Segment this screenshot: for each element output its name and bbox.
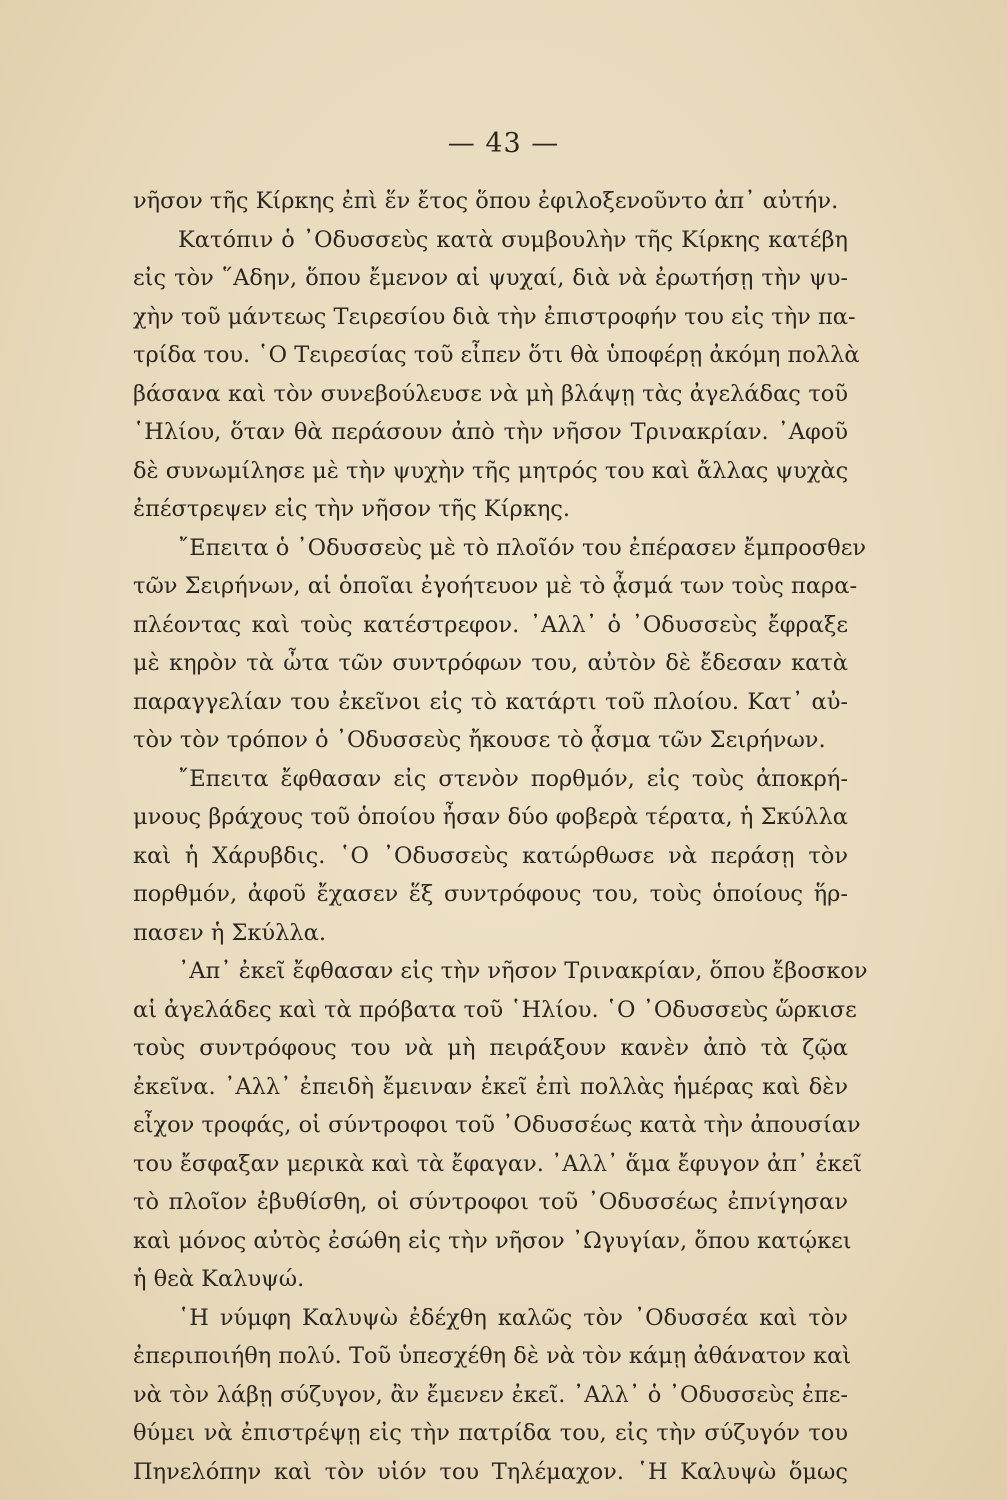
text-line: εἶχον τροφάς, οἱ σύντροφοι τοῦ ᾿Οδυσσέως κατὰ τὴν ἀπουσίαν: [133, 1112, 861, 1138]
text-line: τῶν Σειρήνων, αἱ ὁποῖαι ἐγοήτευον μὲ τὸ ᾆσμά των τοὺς παρα-: [133, 573, 858, 599]
text-line: πορθμόν, ἀφοῦ ἔχασεν ἕξ συντρόφους του, τοὺς ὁποίους ἥρ-: [133, 881, 848, 907]
text-line: χὴν τοῦ μάντεως Τειρεσίου διὰ τὴν ἐπιστροφήν του εἰς τὴν πα-: [133, 303, 856, 330]
text-line: ῾Ηλίου, ὅταν θὰ περάσουν ἀπὸ τὴν νῆσον Τρινακρίαν. ᾿Αφοῦ: [133, 419, 848, 445]
text-line: βάσανα καὶ τὸν συνεβούλευσε νὰ μὴ βλάψῃ τὰς ἀγελάδας τοῦ: [133, 380, 848, 407]
text-line: καὶ ἡ Χάρυβδις. ῾Ο ᾿Οδυσσεὺς κατώρθωσε νὰ περάσῃ τὸν: [133, 842, 848, 869]
text-line: μνους βράχους τοῦ ὁποίου ἦσαν δύο φοβερὰ τέρατα, ἡ Σκύλλα: [133, 804, 848, 830]
page-number: — 43 —: [447, 128, 560, 159]
text-line: αἱ ἀγελάδες καὶ τὰ πρόβατα τοῦ ῾Ηλίου. ῾Ο ᾿Οδυσσεὺς ὥρκισε: [133, 996, 857, 1023]
text-line: τὸ πλοῖον ἐβυθίσθη, οἱ σύντροφοι τοῦ ᾿Οδυσσέως ἐπνίγησαν: [133, 1189, 848, 1215]
text-line: ᾿Απ᾽ ἐκεῖ ἔφθασαν εἰς τὴν νῆσον Τρινακρίαν, ὅπου ἔβοσκον: [178, 958, 868, 984]
text-line: καὶ μόνος αὐτὸς ἐσώθη εἰς τὴν νῆσον ᾿Ωγυγίαν, ὅπου κατῴκει: [133, 1227, 852, 1254]
text-line: ῎Επειτα ἔφθασαν εἰς στενὸν πορθμόν, εἰς τοὺς ἀποκρή-: [178, 765, 848, 792]
text-line: ἐπέστρεψεν εἰς τὴν νῆσον τῆς Κίρκης.: [133, 496, 571, 522]
text-line: ῎Επειτα ὁ ᾿Οδυσσεὺς μὲ τὸ πλοῖόν του ἐπέρασεν ἔμπροσθεν: [178, 534, 867, 561]
text-line: Κατόπιν ὁ ᾿Οδυσσεὺς κατὰ συμβουλὴν τῆς Κίρκης κατέβη: [178, 226, 848, 253]
text-line: παραγγελίαν του ἐκεῖνοι εἰς τὸ κατάρτι τοῦ πλοίου. Κατ᾽ αὐ-: [133, 688, 848, 715]
text-line: του ἔσφαξαν μερικὰ καὶ τὰ ἔφαγαν. ᾿Αλλ᾽ ἅμα ἔφυγον ἀπ᾽ ἐκεῖ: [133, 1150, 862, 1177]
text-line: ἐπεριποιήθη πολύ. Τοῦ ὑπεσχέθη δὲ νὰ τὸν κάμῃ ἀθάνατον καὶ: [133, 1343, 852, 1369]
text-line: τὸν τὸν τρόπον ὁ ᾿Οδυσσεὺς ἤκουσε τὸ ᾆσμα τῶν Σειρήνων.: [133, 727, 826, 753]
text-line: πασεν ἡ Σκύλλα.: [133, 919, 326, 946]
text-line: ῾Η νύμφη Καλυψὼ ἐδέχθη καλῶς τὸν ᾿Οδυσσέα καὶ τὸν: [178, 1304, 848, 1331]
body-text: [133, 182, 868, 1491]
text-line: ἐκεῖνα. ᾿Αλλ᾽ ἐπειδὴ ἔμειναν ἐκεῖ ἐπὶ πολλὰς ἡμέρας καὶ δὲν: [133, 1073, 848, 1100]
text-line: θύμει νὰ ἐπιστρέψῃ εἰς τὴν πατρίδα του, εἰς τὴν σύζυγόν του: [133, 1420, 848, 1446]
text-line: πλέοντας καὶ τοὺς κατέστρεφον. ᾿Αλλ᾽ ὁ ᾿Οδυσσεὺς ἔφραξε: [133, 611, 848, 638]
text-line: νῆσον τῆς Κίρκης ἐπὶ ἕν ἔτος ὅπου ἐφιλοξενοῦντο ἀπ᾽ αὐτήν.: [133, 188, 839, 214]
text-line: δὲ συνωμίλησε μὲ τὴν ψυχὴν τῆς μητρός του καὶ ἄλλας ψυχὰς: [133, 457, 849, 484]
text-line: τοὺς συντρόφους του νὰ μὴ πειράξουν κανὲν ἀπὸ τὰ ζῷα: [133, 1035, 848, 1061]
text-line: νὰ τὸν λάβῃ σύζυγον, ἂν ἔμενεν ἐκεῖ. ᾿Αλλ᾽ ὁ ᾿Οδυσσεὺς ἐπε-: [133, 1381, 848, 1408]
text-line: εἰς τὸν ῞Αδην, ὅπου ἔμενον αἱ ψυχαί, διὰ νὰ ἐρωτήσῃ τὴν ψυ-: [133, 265, 848, 291]
text-line: Πηνελόπην καὶ τὸν υἱόν του Τηλέμαχον. ῾Η Καλυψὼ ὅμως: [133, 1458, 848, 1485]
text-line: τρίδα του. ῾Ο Τειρεσίας τοῦ εἶπεν ὅτι θὰ ὑποφέρῃ ἀκόμη πολλὰ: [133, 342, 860, 368]
text-line: μὲ κηρὸν τὰ ὦτα τῶν συντρόφων του, αὐτὸν δὲ ἔδεσαν κατὰ: [133, 650, 848, 676]
text-line: ἡ θεὰ Καλυψώ.: [133, 1266, 305, 1292]
